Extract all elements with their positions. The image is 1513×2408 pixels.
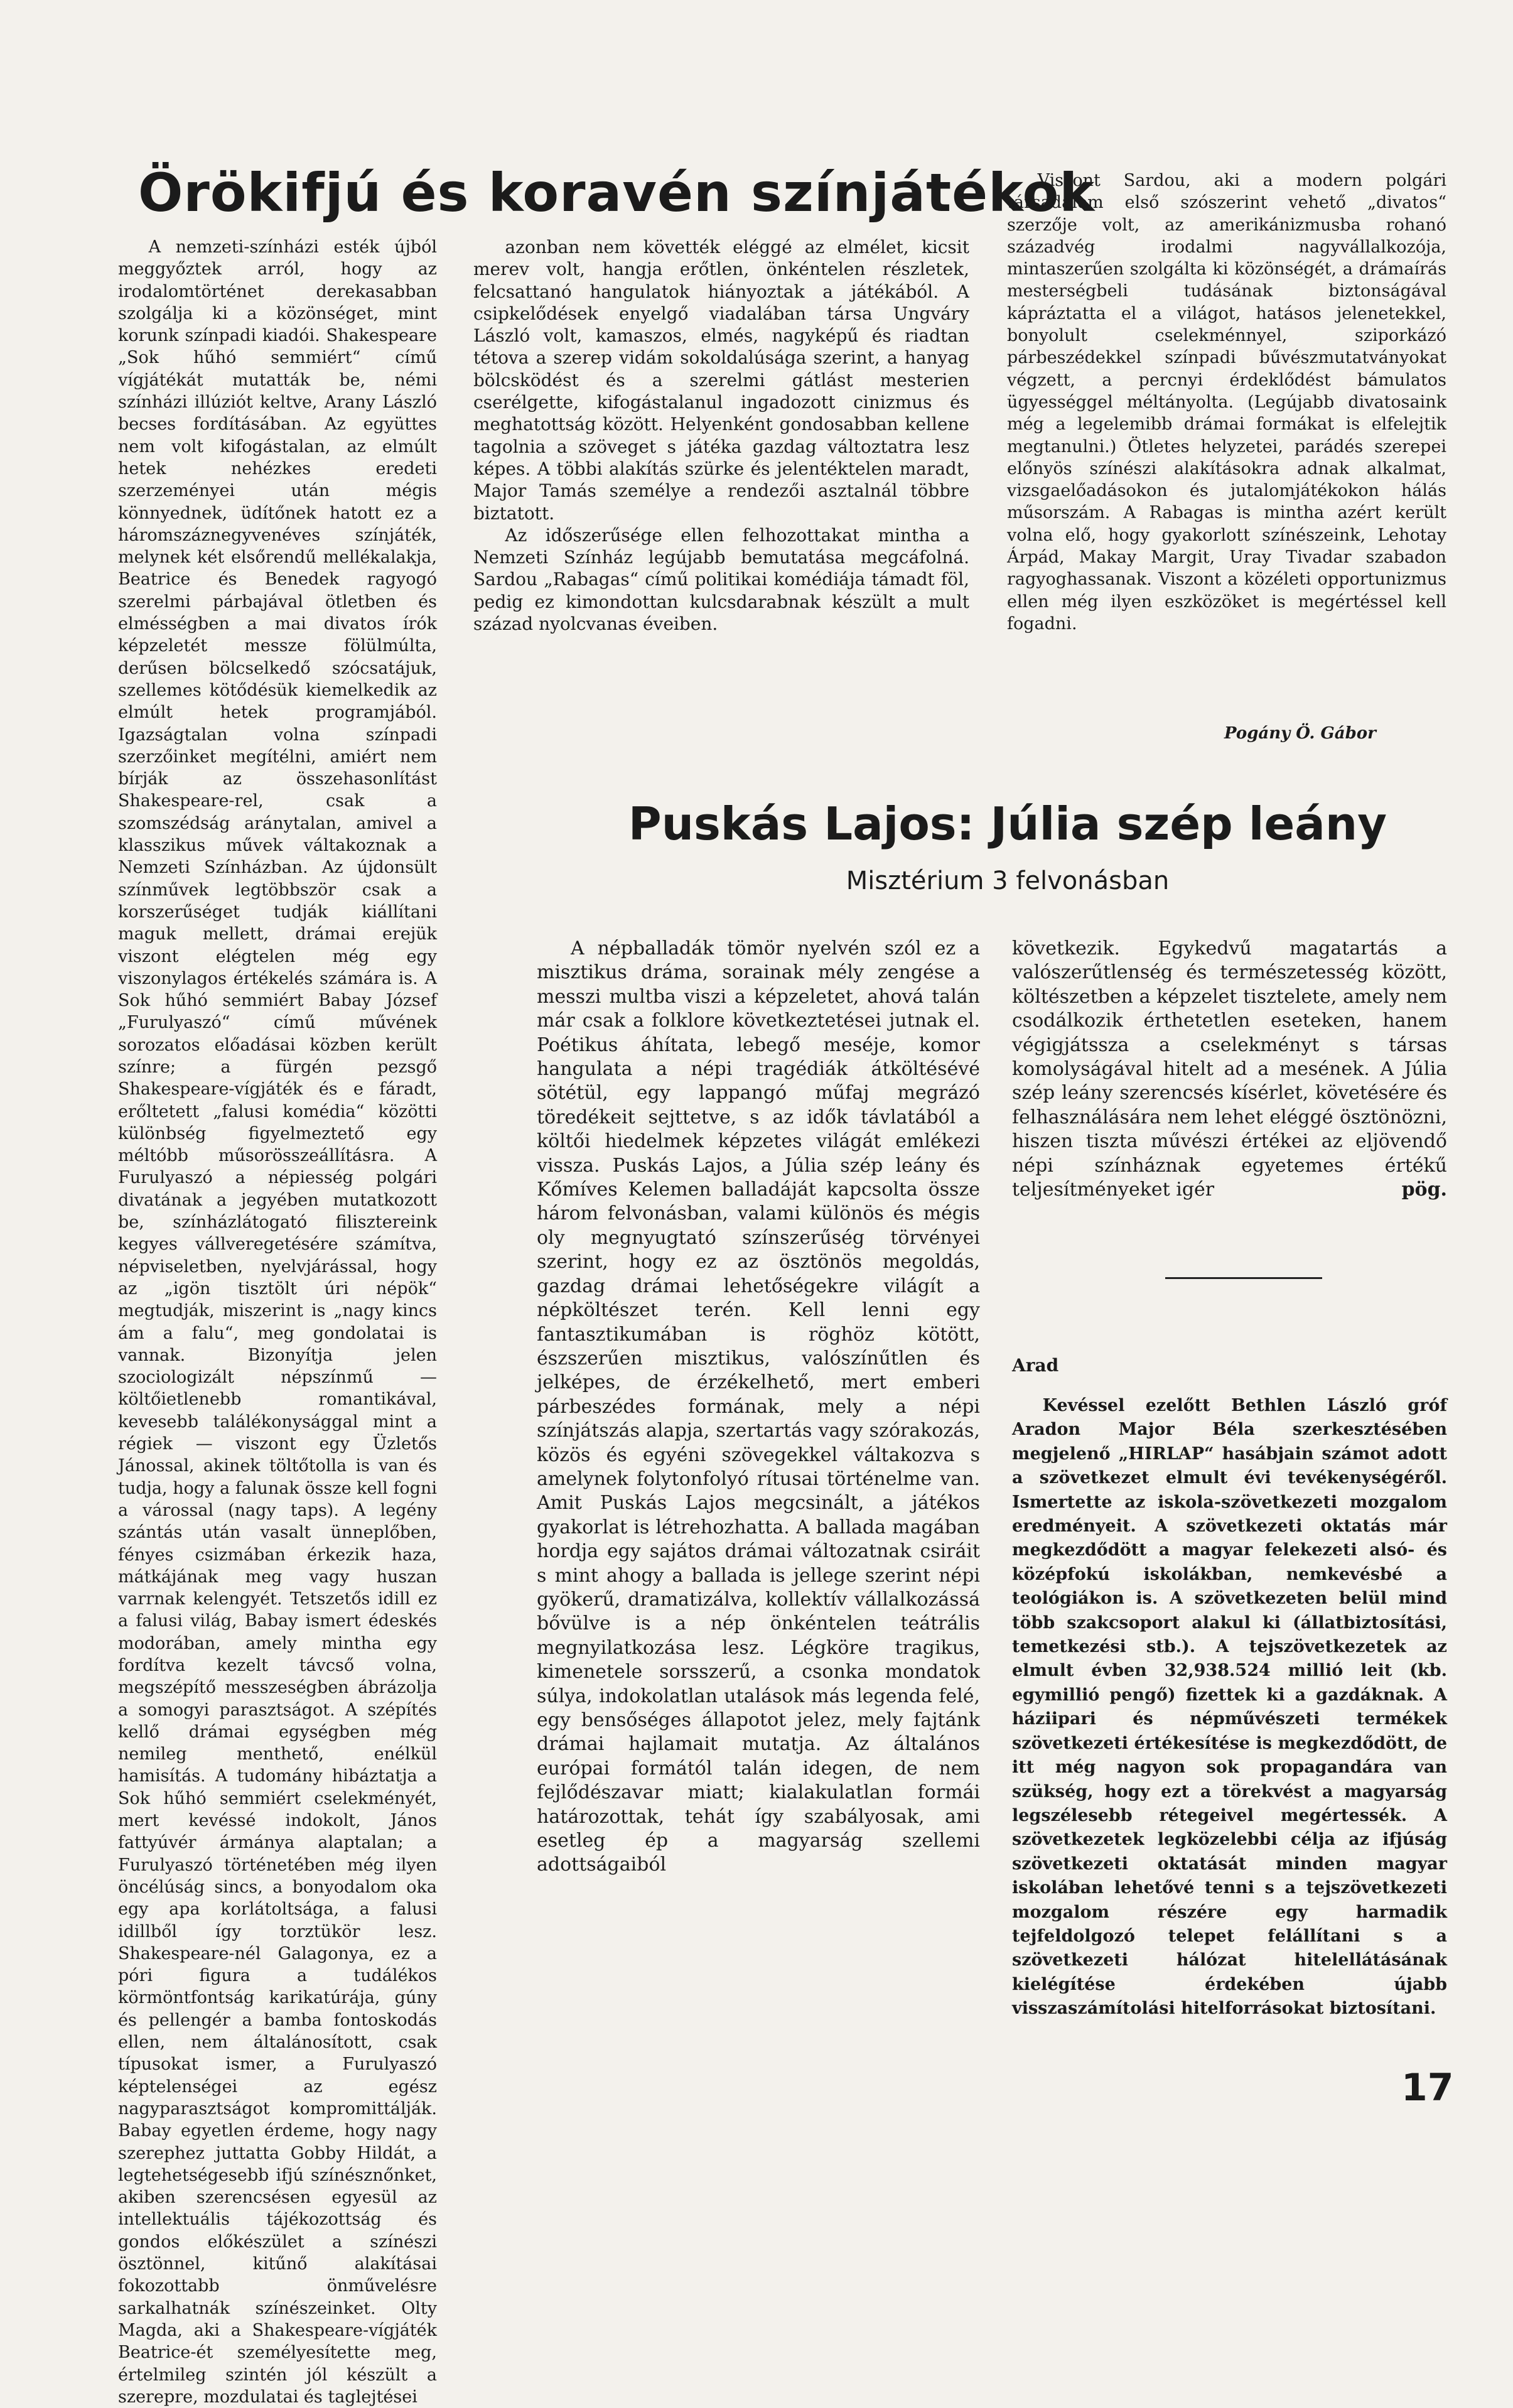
news-paragraph: Kevéssel ezelőtt Bethlen László gróf Aradon Major Béla szerkesztésében megjelenő „HIRLAP“ hasábjain számot adott a szövetkezet elmult évi tevékenységéről. Ismertette az iskola-szövetkezeti mozgalom eredményeit. A szövetkezeti oktatás már megkezdődött a magyar felekezeti alsó- és középfokú iskolákban, nemkevésbé a teológiákon is. A szövetkezeten belül mind több szakcsoport alakul ki (állatbiztosítási, temetkezési stb.). A tejszövetkezetek az elmult évben 32,938.524 millió leit (kb. egymillió pengő) fizettek ki a gazdáknak. A háziipari és népművészeti termékek szövetkezeti értékesítése is megkezdődött, de itt még nagyon sok propagandára van szükség, hogy ezt a törekvést a magyarság legszélesebb rétegeivel megértessék. A szövetkezetek legközelebbi célja az ifjúság szövetkezeti oktatását minden magyar iskolában lehetővé tenni s a tejszövetkezeti mozgalom részére egy harmadik tejfeldolgozó telepet felállítani s a szövetkezeti hálózat hitelellátásának kielégítése érdekében újabb visszaszámítolási hitelforrásokat biztosítani. <box>1012 1396 1447 2019</box>
article-paragraph: Viszont Sardou, aki a modern polgári társadalom első szószerint vehető „divatos“ szerzője volt, az amerikánizmusba rohanó századvég irodalmi nagyvállalkozója, mintaszerűen szolgálta ki közönségét, a drámaírás mesterségbeli tudásának biztonságával kápráztatta el a világot, hatásos jelenetekkel, bonyolult cselekménnyel, sziporkázó párbeszédekkel színpadi bűvészmutatványokat végzett, a percnyi érdeklődést bámulatos ügyességgel méltányolta. (Legújabb divatosaink még a legelemibb drámai formákat is elfelejtik megtanulni.) Ötletes helyzetei, parádés szerepei előnyös színészi alakításokra adnak alkalmat, vizsgaelőadásokon és jutalomjátékokon hálás műsorszám. A Rabagas is mintha azért került volna elő, hogy gyakorlott színészeink, Lehotay Árpád, Makay Margit, Uray Tivadar szabadon ragyoghassanak. Viszont a közéleti opportunizmus ellen még ilyen eszközöket is megértéssel kell fogadni. <box>1007 171 1446 634</box>
news-dateline: Arad <box>1012 1355 1059 1376</box>
section-divider <box>1165 1277 1322 1279</box>
news-column <box>1012 1394 1447 2021</box>
review-column-1 <box>537 937 980 1877</box>
article-column-1 <box>118 236 437 2407</box>
author-signature: Pogány Ö. Gábor <box>1224 724 1376 743</box>
article-paragraph: A nemzeti-színházi esték újból meggyőztek arról, hogy az irodalomtörténet derekasabban szolgálja ki a közönséget, mint korunk színpadi kiadói. Shakespeare „Sok hűhó semmiért“ című vígjátékát mutatták be, némi színházi illúziót keltve, Arany László becses fordításában. Az együttes nem volt kifogástalan, az elmúlt hetek nehézkes eredeti szerzeményei után mégis könnyednek, üdítőnek hatott ez a háromszáznegyvenéves színjáték, melynek két elsőrendű mellékalakja, Beatrice és Benedek ragyogó szerelmi párbajával ötletben és elmésségben a mai divatos írók képzeletét messze fölülmúlta, derűsen bölcselkedő szócsatájuk, szellemes kötődésük kiemelkedik az elmúlt hetek programjából. Igazságtalan volna színpadi szerzőinket megítélni, amiért nem bírják az összehasonlítást Shakespeare-rel, csak a szomszédság aránytalan, amivel a klasszikus művek váltakoznak a Nemzeti Színházban. Az újdonsült színművek legtöbbször csak a korszerűséget tudják kiállítani maguk mellett, drámai erejük viszont elégtelen még egy viszonylagos értékelés számára is. A Sok hűhó semmiért Babay József „Furulyaszó“ című művének sorozatos előadásai közben került színre; a fürgén pezsgő Shakespeare-vígjáték és e fáradt, erőltetett „falusi komédia“ közötti különbség figyelmeztető egy méltóbb műsorösszeállításra. A Furulyaszó a népiesség polgári divatának a jegyében mutatkozott be, színházlátogató filisztereink kegyes vállveregetésére számítva, népviseletben, nyelvjárással, hogy az „igön tisztölt úri népök“ megtudják, miszerint is „nagy kincs ám a falu“, meg gondolatai is vannak. Bizonyítja jelen szociologizált népszínmű — költőietlenebb romantikával, kevesebb találékonysággal mint a régiek — viszont egy Üzletős Jánossal, akinek töltőtolla is van és tudja, hogy a falunak össze kell fogni a várossal (nagy taps). A legény szántás után vasalt ünneplőben, fényes csizmában érkezik haza, mátkájának meg vagy huszan varrnak kelengyét. Tetszetős idill ez a falusi világ, Babay ismert édeskés modorában, amely mintha egy fordítva kezelt távcső volna, megszépítő messzeségben ábrázolja a somogyi parasztságot. A szépítés kellő drámai egységben még nemileg menthető, enélkül hamisítás. A tudomány hibáztatja a Sok hűhó semmiért cselekményét, mert kevéssé indokolt, János fattyúvér ármánya alaptalan; a Furulyaszó történetében még ilyen öncélúság sincs, a bonyodalom oka egy apa korlátoltsága, a falusi idillből így torztükör lesz. Shakespeare-nél Galagonya, ez a póri figura a tudálékos körmöntfontság karikatúrája, gúny és pellengér a bamba fontoskodás ellen, nem általánosított, csak típusokat ismer, a Furulyaszó képtelenségei az egész nagyparasztságot kompromittálják. Babay egyetlen érdeme, hogy nagy szerephez juttatta Gobby Hildát, a legtehetségesebb ifjú színésznőnket, akiben szerencsésen egyesül az intellektuális tájékozottság és gondos előkészület a színészi ösztönnel, kitűnő alakításai fokozottabb önművelésre sarkalhatnák színészeinket. Olty Magda, aki a Shakespeare-vígjáték Beatrice-ét személyesítette meg, értelmileg szintén jól készült a szerepre, mozdulatai és taglejtései <box>118 237 437 2407</box>
review-column-2 <box>1012 937 1447 1202</box>
article-column-3 <box>1007 170 1446 635</box>
review-subtitle: Misztérium 3 felvonásban <box>846 867 1170 895</box>
article-title: Örökifjú és koravén színjátékok <box>138 162 1096 224</box>
review-paragraph: A népballadák tömör nyelvén szól ez a misztikus dráma, sorainak mély zengése a messzi multba viszi a képzeletet, ahová talán már csak a folklore következtetései jutnak el. Poétikus áhítata, lebegő meséje, komor hangulata a népi tragédiák átköltésévé sötétül, egy lappangó műfaj megrázó töredékeit sejttetve, s az idők távlatából a költői hiedelmek képzetes világát emlékezi vissza. Puskás Lajos, a Júlia szép leány és Kőmíves Kelemen balladáját kapcsolta össze három felvonásban, valami különös és mégis oly megnyugtató színszerűség törvényei szerint, hogy ez az ösztönös megoldás, gazdag drámai lehetőségekre világít a népköltészet terén. Kell lenni egy fantasztikumában is röghöz kötött, észszerűen misztikus, valószínűtlen és jelképes, de érzékelhető, mert emberi párbeszédes formának, mely a népi színjátszás alapja, szertartás vagy szórakozás, közös és egyéni szövegekkel váltakozva s amelynek folytonfolyó rítusai történelme van. Amit Puskás Lajos megcsinált, a játékos gyakorlat is létrehozhatta. A ballada magában hordja egy sajátos drámai változatnak csiráit s mint ahogy a ballada is jellege szerint népi gyökerű, dramatizálva, kollektív vállalkozássá bővülve is a nép önkéntelen teátrális megnyilatkozása lesz. Légköre tragikus, kimenetele sorsszerű, a csonka mondatok súlya, indokolatlan utalások más legenda felé, egy bensőséges állapotot jelez, mely fajtánk drámai hajlamait mutatja. Az általános európai formától talán idegen, de nem fejlődészavar miatt; kialakulatlan formái határozottak, tehát így szabályosak, ami esetleg ép a magyarság szellemi adottságaiból <box>537 937 980 1876</box>
article-paragraph: azonban nem követték eléggé az elmélet, kicsit merev volt, hangja erőtlen, önkéntelen részletek, felcsattanó hangulatok hiányoztak a játékából. A csipkelődések enyelgő viadalában társa Ungváry László volt, kamaszos, elmés, nagyképű és riadtan tétova a szerep vidám sokoldalúsága szerint, a hanyag bölcsködést és a szerelmi gátlást mesterien cserélgette, kifogástalanul ingadozott cinizmus és meghatottság között. Helyenként gondosabban kellene tagolnia a szöveget s játéka gazdag változtatra lesz képes. A többi alakítás szürke és jelentéktelen maradt, Major Tamás személye a rendezői asztalnál többre biztatott. <box>473 237 969 524</box>
review-signature: pög. <box>1401 1179 1447 1201</box>
review-text: következik. Egykedvű magatartás a valószerűtlenség és természetesség között, költészetben a képzelet tisztelete, amely nem csodálkozik érthetetlen eseteken, hanem végigjátssza a cselekményt s társas komolyságával hitelt ad a mesének. A Júlia szép leány szerencsés kísérlet, követésére és felhasználására nem lehet eléggé ösztönözni, hiszen tiszta művészi értékei az eljövendő népi színháznak egyetemes értékű teljesítményeket igér <box>1012 937 1447 1201</box>
page-number: 17 <box>1401 2066 1454 2110</box>
review-title: Puskás Lajos: Júlia szép leány <box>628 797 1387 850</box>
review-paragraph <box>1012 937 1447 1202</box>
article-paragraph: Az időszerűsége ellen felhozottakat mintha a Nemzeti Színház legújabb bemutatása megcáfolná. Sardou „Rabagas“ című politikai komédiája támadt föl, pedig ez kimondottan kulcsdarabnak készült a mult század nyolcvanas éveiben. <box>473 524 969 635</box>
article-column-2 <box>473 236 969 635</box>
